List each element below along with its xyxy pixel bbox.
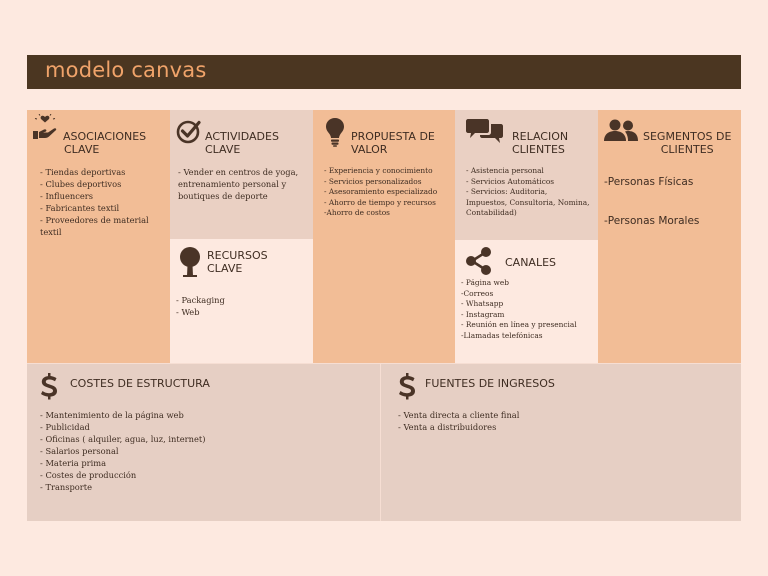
- page-title: modelo canvas: [45, 58, 207, 82]
- canales-block: [455, 240, 598, 364]
- divider-vertical: [380, 364, 381, 521]
- recursos-items: - Packaging - Web: [176, 295, 225, 317]
- recursos-heading: [207, 249, 268, 275]
- costes-items: - Mantenimiento de la página web - Publicidad - Oficinas ( alquiler, agua, luz, internet) - Salarios personal - Materia prima - Costes de producción - Transporte: [40, 410, 206, 492]
- fuentes-heading: FUENTES DE INGRESOS: [425, 377, 555, 390]
- dollar-icon: [398, 372, 416, 400]
- title-bar: [27, 55, 741, 89]
- propuesta-valor-block: [313, 110, 455, 364]
- actividades-clave-block: [170, 110, 313, 239]
- segmentos-item-1: -Personas Físicas: [604, 176, 694, 188]
- tree-icon: [178, 247, 202, 277]
- recursos-clave-block: [170, 239, 313, 364]
- propuesta-heading: [351, 130, 435, 156]
- propuesta-heading-line-1: PROPUESTA DE: [351, 130, 435, 143]
- segmentos-heading-line-2: CLIENTES: [660, 143, 714, 156]
- asociaciones-heading-line-1: ASOCIACIONES: [63, 130, 147, 143]
- hand-heart-icon: [31, 114, 59, 142]
- actividades-items: - Vender en centros de yoga, entrenamiento personal y boutiques de deporte: [178, 167, 299, 201]
- actividades-heading-line-1: ACTIVIDADES: [205, 130, 279, 143]
- chat-bubbles-icon: [466, 118, 504, 144]
- costes-estructura-block: [27, 364, 381, 521]
- asociaciones-clave-block: [27, 110, 170, 364]
- recursos-heading-line-1: RECURSOS: [207, 249, 268, 262]
- segmentos-heading: [643, 130, 731, 156]
- relacion-heading-line-2: CLIENTES: [512, 143, 565, 156]
- relacion-heading-line-1: RELACION: [512, 130, 569, 143]
- relacion-items: - Asistencia personal - Servicios Automáticos - Servicios: Auditoria, Impuestos, Consultoria, Nomina, Contabilidad): [466, 166, 590, 217]
- asociaciones-heading: [63, 130, 146, 156]
- actividades-heading: [205, 130, 279, 156]
- relacion-heading: [512, 130, 568, 156]
- lightbulb-icon: [325, 117, 345, 147]
- asociaciones-heading-line-2: CLAVE: [64, 143, 100, 156]
- dollar-icon: [40, 372, 58, 400]
- canales-heading: CANALES: [505, 256, 557, 269]
- fuentes-items: - Venta directa a cliente final - Venta a distribuidores: [398, 410, 520, 432]
- recursos-heading-line-2: CLAVE: [207, 262, 243, 275]
- fuentes-ingresos-block: [381, 364, 741, 521]
- propuesta-heading-line-2: VALOR: [351, 143, 388, 156]
- check-circle-icon: [176, 118, 202, 144]
- relacion-clientes-block: [455, 110, 598, 240]
- people-icon: [604, 118, 638, 142]
- canales-items: - Página web -Correos - Whatsapp - Instagram - Reunión en línea y presencial -Llamadas telefónicas: [461, 278, 577, 340]
- share-icon: [465, 246, 493, 276]
- segmentos-clientes-block: [598, 110, 741, 364]
- asociaciones-items: - Tiendas deportivas - Clubes deportivos - Influencers - Fabricantes textil - Proveedores de material textil: [40, 167, 149, 237]
- actividades-heading-line-2: CLAVE: [205, 143, 241, 156]
- segmentos-item-2: -Personas Morales: [604, 215, 700, 227]
- divider-horizontal: [27, 363, 741, 364]
- propuesta-items: - Experiencia y conocimiento - Servicios personalizados - Asesoramiento especializado - Ahorro de tiempo y recursos -Ahorro de costos: [324, 166, 438, 217]
- segmentos-heading-line-1: SEGMENTOS DE: [643, 130, 732, 143]
- costes-heading: COSTES DE ESTRUCTURA: [70, 377, 210, 390]
